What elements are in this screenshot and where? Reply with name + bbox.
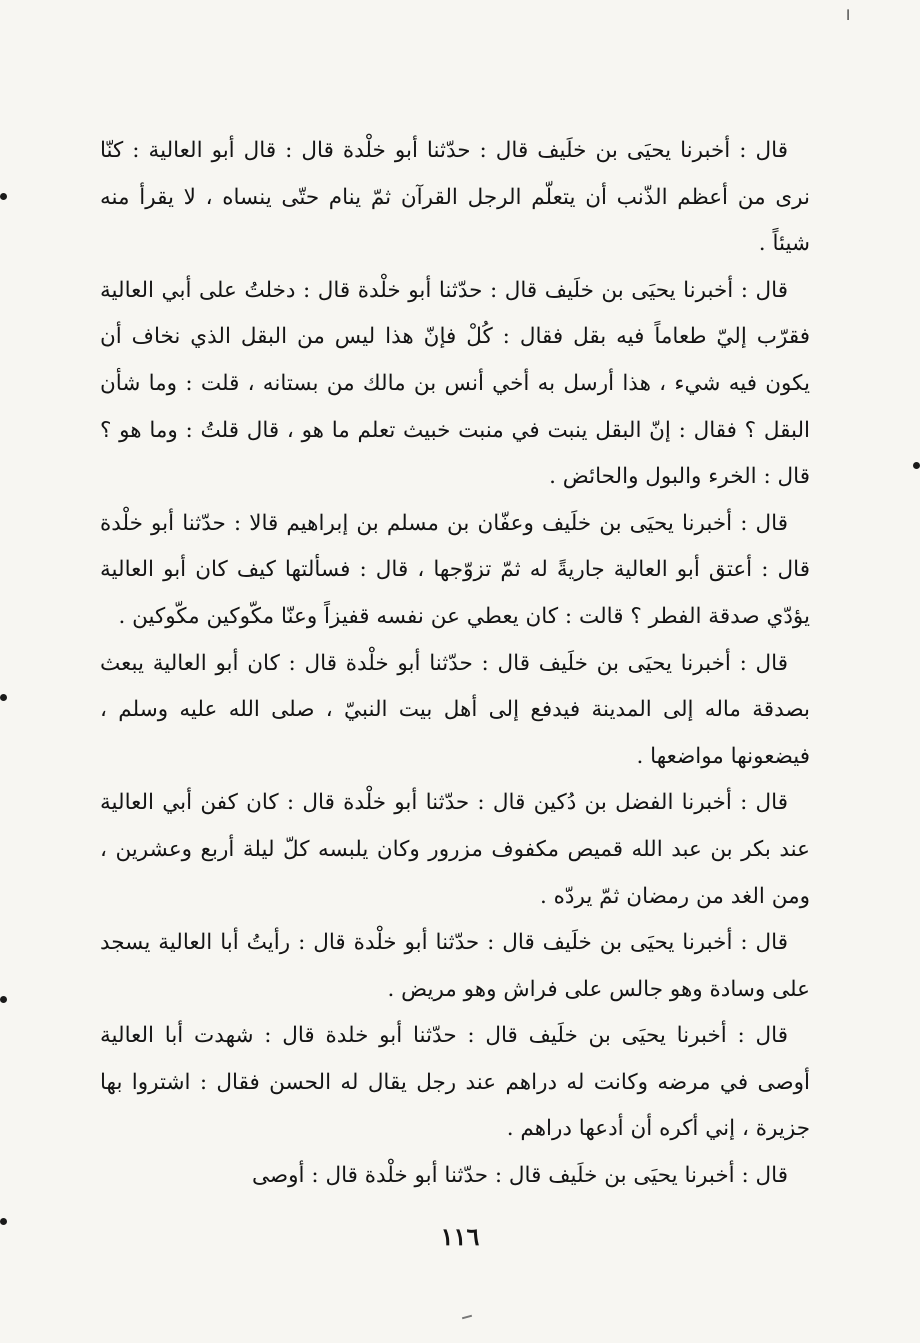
paragraph-6: قال : أخبرنا يحيَى بن خلَيف قال : حدّثنا أبو خلْدة قال : رأيتُ أبا العالية يسجد على وسادة وهو جالس على فراش وهو مريض .	[100, 930, 810, 1002]
scan-speck	[462, 1315, 472, 1320]
paragraph-3: قال : أخبرنا يحيَى بن خلَيف وعفّان بن مسلم بن إبراهيم قالا : حدّثنا أبو خلْدة قال : أعتق أبو العالية جاريةً له ثمّ تزوّجها ، قال : فسألتها كيف كان أبو العالية يؤدّي صدقة الفطر ؟ قالت : كان يعطي عن نفسه قفيزاً وعنّا مكّوكين مكّوكين .	[100, 510, 810, 629]
scan-edge-mark	[0, 996, 7, 1003]
paragraph-2: قال : أخبرنا يحيَى بن خلَيف قال : حدّثنا أبو خلْدة قال : دخلتُ على أبي العالية فقرّب إليّ طعاماً فيه بقل فقال : كُلْ فإنّ هذا ليس من البقل الذي نخاف أن يكون فيه شيء ، هذا أرسل به أخي أنس بن مالك من بستانه ، قلت : وما شأن البقل ؟ فقال : إنّ البقل ينبت في منبت خبيث تعلم ما هو ، قال قلتُ : وما هو ؟ قال : الخرء والبول والحائض .	[100, 277, 810, 490]
paragraph-1: قال : أخبرنا يحيَى بن خلَيف قال : حدّثنا أبو خلْدة قال : قال أبو العالية : كنّا نرى من أعظم الذّنب أن يتعلّم الرجل القرآن ثمّ ينام حتّى ينساه ، لا يقرأ منه شيئاً .	[100, 138, 810, 257]
scan-edge-mark	[913, 462, 920, 469]
scan-edge-mark	[0, 1218, 7, 1225]
paragraph-4: قال : أخبرنا يحيَى بن خلَيف قال : حدّثنا أبو خلْدة قال : كان أبو العالية يبعث بصدقة ماله إلى المدينة فيدفع إلى أهل بيت النبيّ ، صلى الله عليه وسلم ، فيضعونها مواضعها .	[100, 650, 810, 769]
paragraph-5: قال : أخبرنا الفضل بن دُكين قال : حدّثنا أبو خلْدة قال : كان كفن أبي العالية عند بكر بن عبد الله قميص مكفوف مزرور وكان يلبسه كلّ ليلة أربع وعشرين ، ومن الغد من رمضان ثمّ يردّه .	[100, 790, 810, 909]
paragraph-7: قال : أخبرنا يحيَى بن خلَيف قال : حدّثنا أبو خلدة قال : شهدت أبا العالية أوصى في مرضه وكانت له دراهم عند رجل يقال له الحسن فقال : اشتروا بها جزيرة ، إني أكره أن أدعها دراهم .	[100, 1023, 810, 1142]
scan-edge-mark	[0, 193, 7, 200]
main-text	[100, 128, 810, 1200]
scan-edge-mark	[0, 694, 7, 701]
paragraph-8: قال : أخبرنا يحيَى بن خلَيف قال : حدّثنا أبو خلْدة قال : أوصى	[252, 1163, 788, 1189]
corner-mark: ا	[846, 8, 850, 24]
page-number: ١١٦	[440, 1222, 480, 1251]
